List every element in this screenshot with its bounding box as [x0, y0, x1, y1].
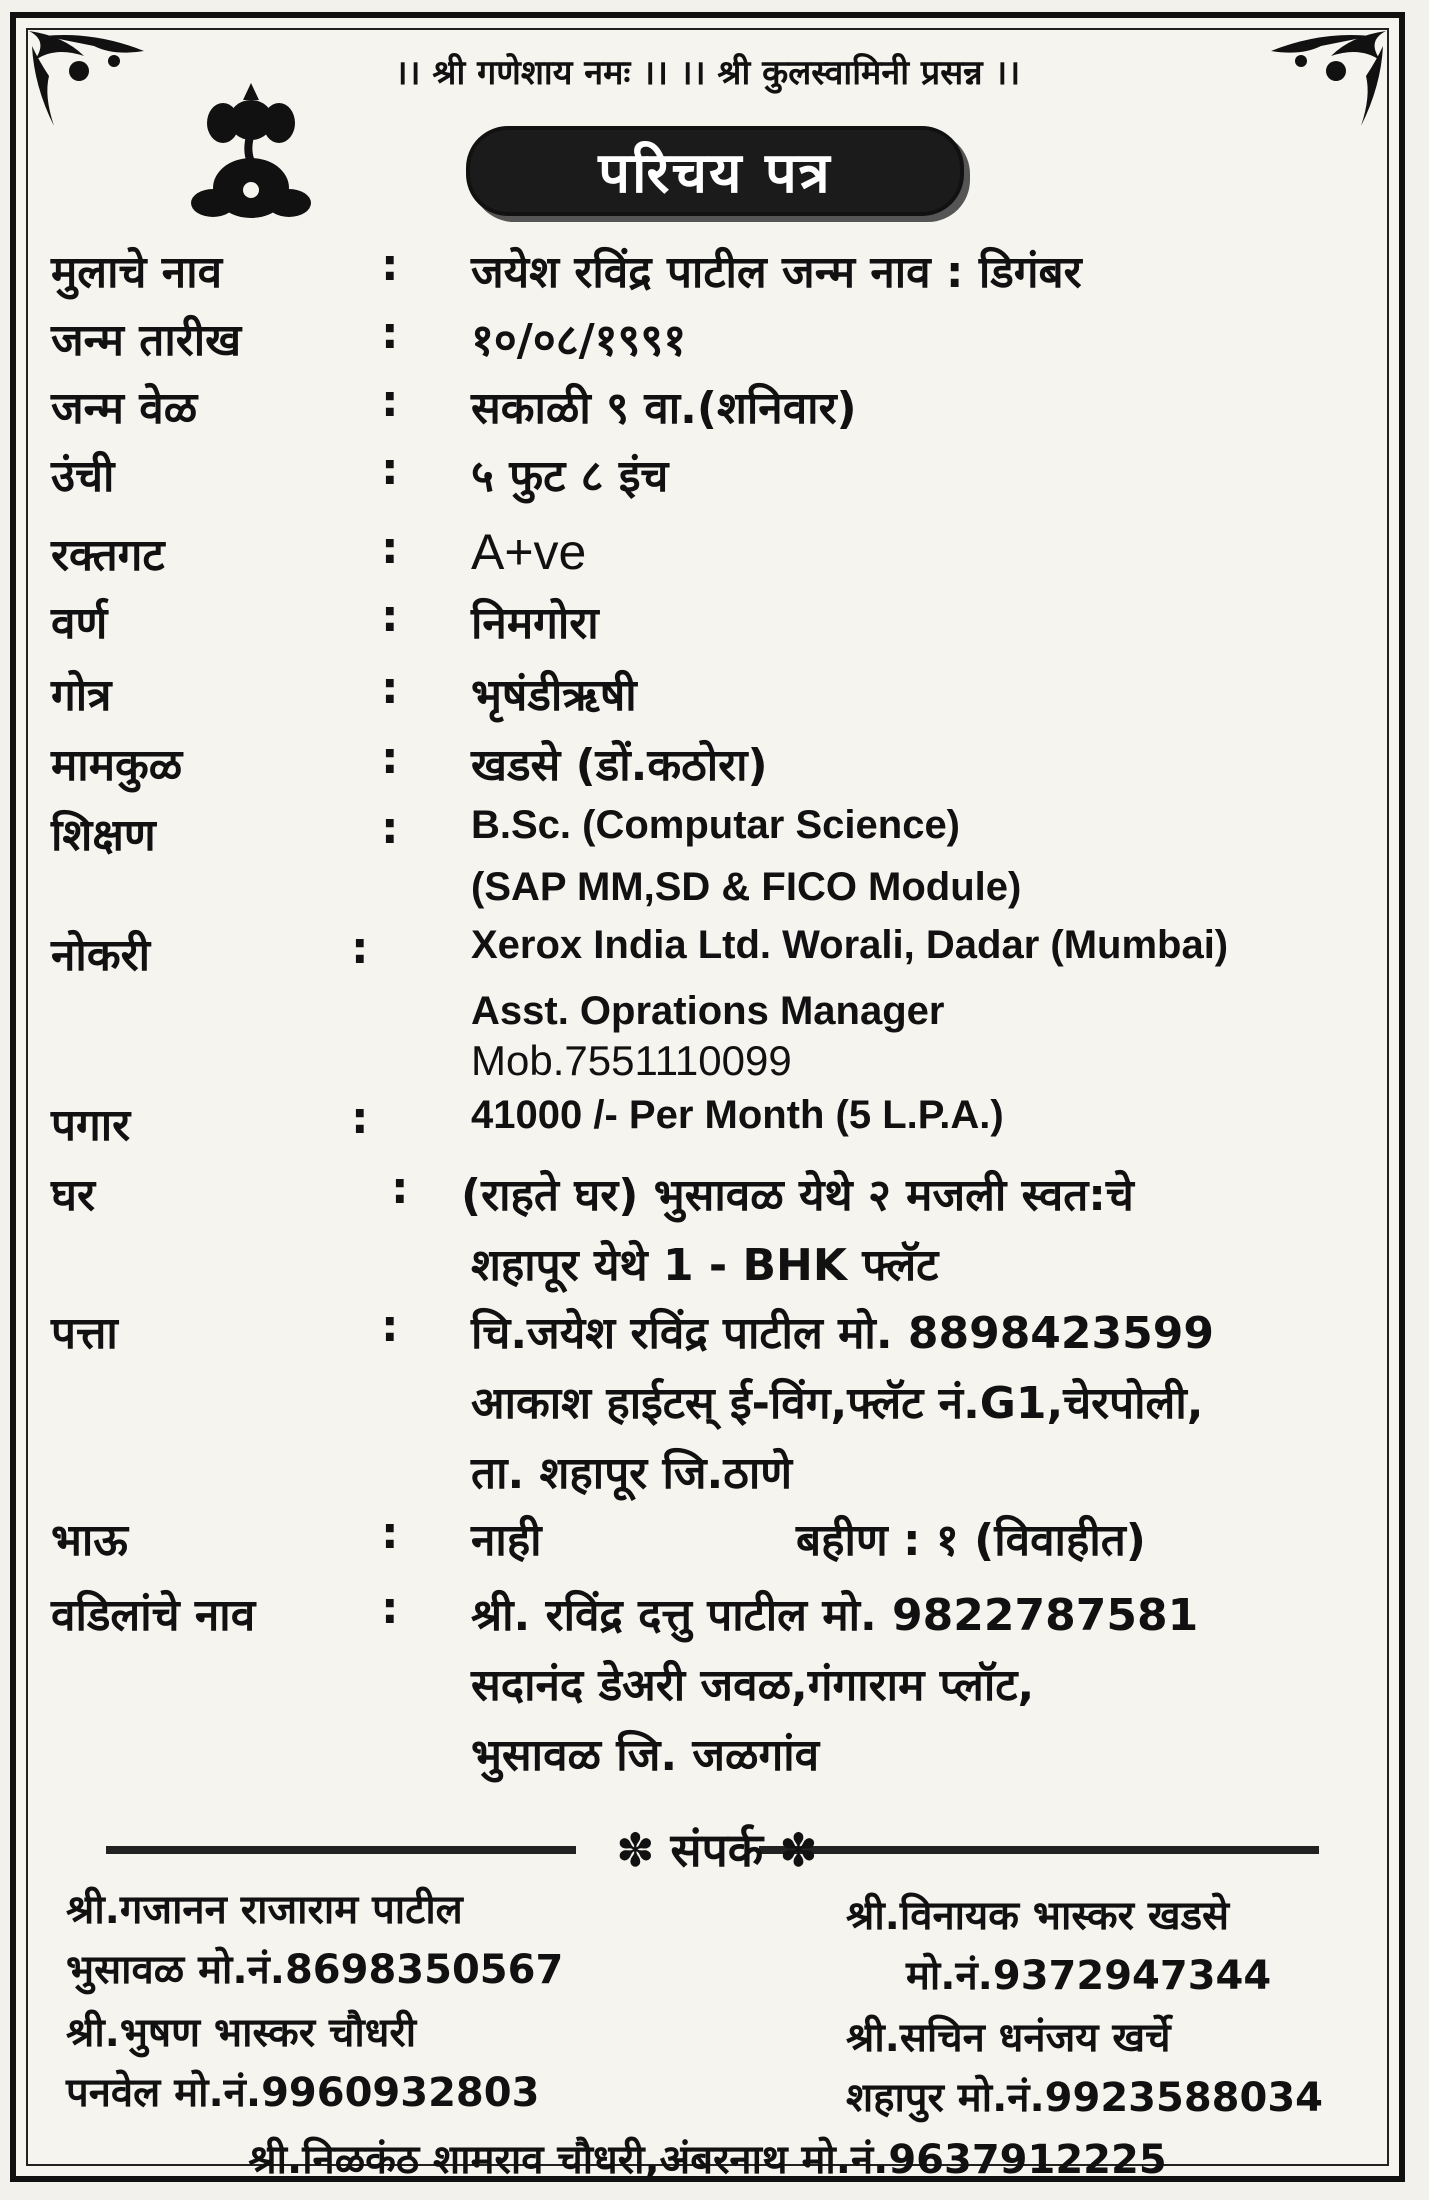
field-colon: : — [381, 1508, 399, 1559]
field-colon: : — [381, 308, 399, 359]
field-value-line2: शहापूर येथे 1 - BHK फ्लॅट — [471, 1240, 939, 1291]
field-label: उंची — [51, 451, 115, 502]
field-value-line3: Mob.7551110099 — [471, 1037, 792, 1084]
footer-contact: श्री.निळकंठ शामराव चौधरी,अंबरनाथ मो.नं.9637912225 — [248, 2137, 1167, 2183]
field-label: जन्म तारीख — [51, 315, 242, 366]
field-label: वडिलांचे नाव — [51, 1590, 256, 1641]
contact-title: ✽ संपर्क ✽ — [616, 1823, 818, 1877]
field-label: मुलाचे नाव — [51, 247, 223, 298]
field-value-line2: (SAP MM,SD & FICO Module) — [471, 865, 1022, 909]
field-colon: : — [381, 591, 399, 642]
field-value-line3: ता. शहापूर जि.ठाणे — [471, 1448, 793, 1499]
field-value: भृषंडीऋषी — [471, 670, 637, 721]
field-value-line2: Asst. Oprations Manager — [471, 989, 945, 1033]
field-value: A+ve — [471, 524, 587, 580]
field-label: भाऊ — [51, 1515, 128, 1566]
field-label: रक्तगट — [51, 530, 165, 581]
field-value: Xerox India Ltd. Worali, Dadar (Mumbai) — [471, 923, 1229, 967]
field-label: नोकरी — [51, 930, 150, 981]
field-value: १०/०८/१९९१ — [471, 315, 687, 366]
field-colon: : — [351, 923, 369, 974]
field-colon: : — [381, 733, 399, 784]
field-value: निमगोरा — [471, 598, 599, 649]
field-label: घर — [51, 1170, 95, 1221]
field-value: जयेश रविंद्र पाटील जन्म नाव : डिगंबर — [471, 247, 1082, 298]
field-sister-value: बहीण : १ (विवाहीत) — [796, 1515, 1146, 1566]
field-colon: : — [381, 376, 399, 427]
field-colon: : — [351, 1093, 369, 1144]
field-label: मामकुळ — [51, 740, 183, 791]
field-label: पगार — [51, 1100, 131, 1151]
field-value: खडसे (डों.कठोरा) — [471, 740, 768, 791]
field-label: जन्म वेळ — [51, 383, 198, 434]
field-colon: : — [381, 1583, 399, 1634]
contact-right-1-detail: मो.नं.9372947344 — [906, 1953, 1272, 1999]
contact-right-2-detail: शहापुर मो.नं.9923588034 — [846, 2075, 1323, 2121]
contact-right-1-name: श्री.विनायक भास्कर खडसे — [846, 1893, 1230, 1939]
invocation-line: ।। श्री गणेशाय नमः ।। ।। श्री कुलस्वामिनी प्रसन्न ।। — [394, 53, 1021, 93]
field-label: शिक्षण — [51, 810, 156, 861]
field-colon: : — [381, 803, 399, 854]
field-value: ५ फुट ८ इंच — [471, 451, 669, 502]
field-value: 41000 /- Per Month (5 L.P.A.) — [471, 1093, 1004, 1137]
field-value-line3: भुसावळ जि. जळगांव — [471, 1730, 820, 1781]
field-value-line2: आकाश हाईटस् ई-विंग,फ्लॅट नं.G1,चेरपोली, — [471, 1378, 1204, 1429]
contact-right-2-name: श्री.सचिन धनंजय खर्चे — [846, 2015, 1171, 2061]
field-value: (राहते घर) भुसावळ येथे २ मजली स्वत:चे — [461, 1170, 1134, 1221]
divider-bar-left — [106, 1846, 576, 1854]
field-colon: : — [381, 523, 399, 574]
field-label: वर्ण — [51, 598, 108, 649]
page-title: परिचय पत्र — [466, 126, 964, 216]
field-colon: : — [381, 444, 399, 495]
biodata-card — [10, 12, 1405, 2182]
divider-bar-right — [759, 1846, 1319, 1854]
field-value-line2: सदानंद डेअरी जवळ,गंगाराम प्लॉट, — [471, 1660, 1035, 1711]
field-value: B.Sc. (Computar Science) — [471, 803, 961, 847]
contact-left-2-detail: पनवेल मो.नं.9960932803 — [66, 2070, 540, 2116]
field-value: श्री. रविंद्र दत्तु पाटील मो. 9822787581 — [471, 1590, 1199, 1641]
ganesha-icon — [181, 78, 321, 228]
field-value: सकाळी ९ वा.(शनिवार) — [471, 383, 857, 434]
field-colon: : — [381, 1301, 399, 1352]
contact-left-1-detail: भुसावळ मो.नं.8698350567 — [66, 1947, 564, 1993]
field-colon: : — [381, 663, 399, 714]
contact-left-2-name: श्री.भुषण भास्कर चौधरी — [66, 2010, 417, 2056]
field-label: गोत्र — [51, 670, 112, 721]
contact-left-1-name: श्री.गजानन राजाराम पाटील — [66, 1887, 463, 1933]
field-colon: : — [381, 240, 399, 291]
field-colon: : — [391, 1163, 409, 1214]
field-label: पत्ता — [51, 1308, 118, 1359]
field-value: नाही — [471, 1515, 542, 1566]
field-value: चि.जयेश रविंद्र पाटील मो. 8898423599 — [471, 1308, 1214, 1359]
